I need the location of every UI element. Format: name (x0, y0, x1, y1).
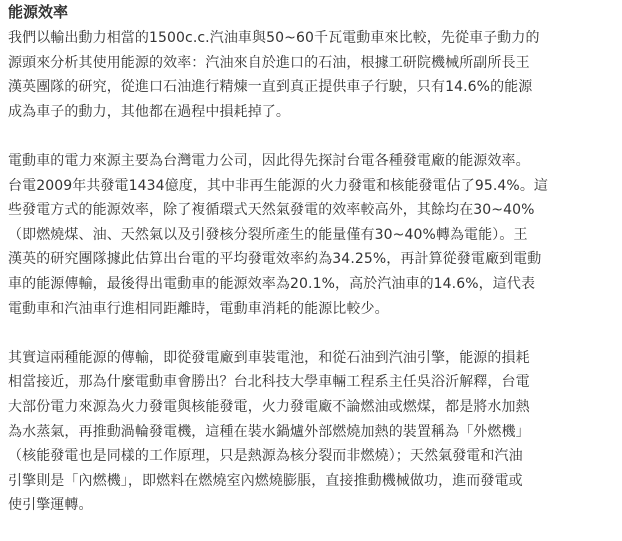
paragraph-engine-types: 其實這兩種能源的傳輸，即從發電廠到車裝電池，和從石油到汽油引擎，能源的損耗 相當接近，那為什麼電動車會勝出？台北科技大學車輛工程系主任吳浴沂解釋，台電 大部份電力來源為火力發電與核能發電，火力發電廠不論燃油或燃煤，都是將水加熱 為水蒸氣，再推動渦輪發電機，這種在裝水鍋爐外部燃燒加熱的裝置稱為「外燃機」 （核能發電也是同樣的工作原理，只是熱源為核分裂而非燃燒）；天然氣發電和汽油 引擎則是「內燃機」，即燃料在燃燒室內燃燒膨脹，直接推動機械做功，進而發電或 使引擎運轉。 (8, 349, 530, 514)
section-heading: 能源效率 (8, 3, 69, 21)
paragraph-efficiency-comparison: 我們以輸出動力相當的1500c.c.汽油車與50~60千瓦電動車來比較，先從車子動力的 源頭來分析其使用能源的效率：汽油來自於進口的石油，根據工研院機械所副所長王 漢英團隊的研究，從進口石油進行精煉一直到真正提供車子行駛，只有14.6%的能源 成為車子的動力，其他都在過程中損耗掉了。 (8, 30, 540, 120)
paragraph-power-source: 電動車的電力來源主要為台灣電力公司，因此得先探討台電各種發電廠的能源效率。 台電2009年共發電1434億度，其中非再生能源的火力發電和核能發電佔了95.4%。這 些發電方式的能源效率，除了複循環式天然氣發電的效率較高外，其餘均在30~40% （即燃燒煤、油、天然氣以及引發核分裂所產生的能量僅有30~40%轉為電能）。王 漢英的研究團隊據此估算出台電的平均發電效率約為34.25%，再計算從發電廠到電動 車的能源傳輸，最後得出電動車的能源效率為20.1%，高於汽油車的14.6%，這代表 電動車和汽油車行進相同距離時，電動車消耗的能源比較少。 (8, 152, 549, 317)
